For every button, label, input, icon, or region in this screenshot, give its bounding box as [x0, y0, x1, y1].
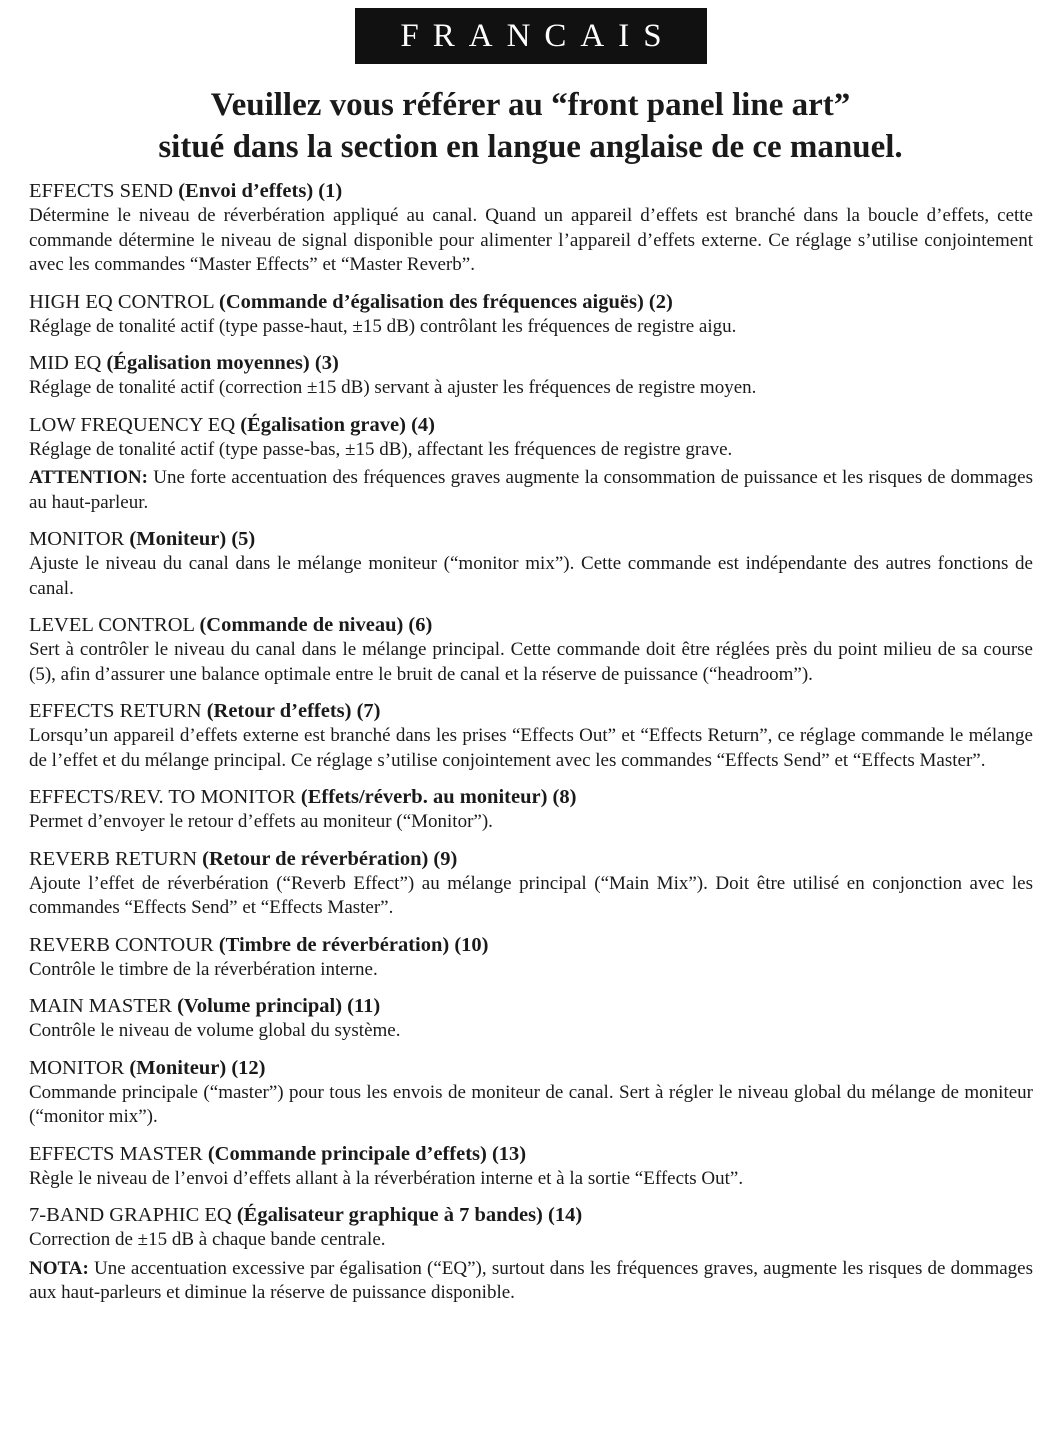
section-body: Lorsqu’un appareil d’effets externe est branché dans les prises “Effects Out” et “Effects Return”, ce réglage commande le mélange de l’effet et du mélange principal. Ce réglage s’utilise conjointement avec les commandes “Effects Send” et “Effects Master”.	[29, 725, 1033, 771]
note-text: Une forte accentuation des fréquences graves augmente la consommation de puissance et les risques de dommages au haut-parleur.	[29, 467, 1034, 513]
section-body: Contrôle le niveau de volume global du système.	[29, 1020, 401, 1041]
section-title	[29, 784, 1033, 810]
section-reverb-return	[29, 846, 1033, 921]
section-title	[29, 526, 1033, 552]
section-reverb-contour	[29, 932, 1033, 983]
section-title	[29, 178, 1033, 204]
sections-list	[29, 178, 1033, 1317]
section-title	[29, 846, 1033, 872]
note-label: ATTENTION:	[29, 467, 148, 488]
section-title-en: 7-BAND GRAPHIC EQ	[29, 1204, 232, 1226]
section-title-fr: (Commande d’égalisation des fréquences aiguës) (2)	[219, 290, 673, 313]
section-monitor-5	[29, 526, 1033, 601]
section-body: Détermine le niveau de réverbération appliqué au canal. Quand un appareil d’effets est branché dans la boucle d’effets, cette commande détermine le niveau de signal disponible pour alimenter l’appareil d’effets externe. Ce réglage s’utilise conjointement avec les commandes “Master Effects” et “Master Reverb”.	[29, 205, 1033, 275]
language-header	[355, 8, 707, 64]
section-effects-return	[29, 698, 1033, 773]
section-title-en: REVERB RETURN	[29, 847, 197, 870]
section-title-en: LOW FREQUENCY EQ	[29, 413, 236, 436]
language-header-title: FRANCAIS	[400, 17, 676, 54]
intro-line-1: Veuillez vous référer au “front panel line art”	[210, 87, 851, 123]
intro-line-2: situé dans la section en langue anglaise de ce manuel.	[158, 129, 903, 165]
section-title-fr: (Retour de réverbération) (9)	[202, 847, 458, 870]
section-title-fr: (Volume principal) (11)	[177, 995, 381, 1017]
section-body: Réglage de tonalité actif (type passe-bas, ±15 dB), affectant les fréquences de registre grave.	[29, 438, 733, 460]
section-title-en: MONITOR	[29, 528, 125, 550]
section-title-fr: (Égalisation grave) (4)	[240, 413, 435, 436]
section-title-fr: (Envoi d’effets) (1)	[178, 180, 343, 202]
intro-heading	[0, 84, 1061, 168]
section-effects-master	[29, 1141, 1033, 1192]
section-mid-eq	[29, 350, 1033, 401]
section-title-en: REVERB CONTOUR	[29, 933, 214, 956]
section-body: Ajoute l’effet de réverbération (“Reverb Effect”) au mélange principal (“Main Mix”). Doit être utilisé en conjonction avec les commandes “Effects Send” et “Effects Master”.	[29, 872, 1033, 918]
section-body: Correction de ±15 dB à chaque bande centrale.	[29, 1229, 386, 1250]
attention-note	[29, 466, 1033, 515]
section-title-en: HIGH EQ CONTROL	[29, 290, 214, 313]
section-body: Commande principale (“master”) pour tous les envois de moniteur de canal. Sert à régler le niveau global du mélange de moniteur (“monitor mix”).	[29, 1081, 1033, 1127]
section-title-fr: (Égalisateur graphique à 7 bandes) (14)	[236, 1204, 583, 1226]
section-title-en: MID EQ	[29, 352, 102, 374]
section-title-fr: (Moniteur) (5)	[129, 528, 256, 550]
section-title	[29, 1141, 1033, 1167]
section-title-en: EFFECTS/REV. TO MONITOR	[29, 786, 296, 808]
section-7-band-graphic-eq	[29, 1202, 1033, 1306]
section-body: Sert à contrôler le niveau du canal dans le mélange principal. Cette commande doit être réglées près du point milieu de sa course (5), afin d’assurer une balance optimale entre le bruit de canal et la réserve de puissance (“headroom”).	[29, 639, 1033, 685]
section-level-control	[29, 612, 1033, 687]
note-label: NOTA:	[29, 1257, 89, 1279]
section-title	[29, 1202, 1033, 1228]
section-title-fr: (Commande de niveau) (6)	[199, 614, 433, 636]
section-main-master	[29, 993, 1033, 1044]
section-high-eq-control	[29, 289, 1033, 340]
section-title-en: MAIN MASTER	[29, 995, 172, 1017]
section-low-frequency-eq	[29, 412, 1033, 516]
section-title-fr: (Commande principale d’effets) (13)	[207, 1142, 527, 1165]
section-title-en: EFFECTS MASTER	[29, 1142, 203, 1165]
section-title	[29, 412, 1033, 438]
section-body: Ajuste le niveau du canal dans le mélange moniteur (“monitor mix”). Cette commande est indépendante des autres fonctions de canal.	[29, 553, 1033, 599]
section-effects-send	[29, 178, 1033, 278]
section-title	[29, 612, 1033, 638]
section-title	[29, 932, 1033, 958]
section-body: Règle le niveau de l’envoi d’effets allant à la réverbération interne et à la sortie “Effects Out”.	[29, 1167, 744, 1189]
section-title-en: EFFECTS RETURN	[29, 700, 202, 722]
nota-note	[29, 1257, 1033, 1306]
section-title-fr: (Timbre de réverbération) (10)	[218, 933, 489, 956]
section-effects-rev-to-monitor	[29, 784, 1033, 835]
section-title	[29, 289, 1033, 315]
section-title	[29, 993, 1033, 1019]
section-body: Réglage de tonalité actif (correction ±15 dB) servant à ajuster les fréquences de registre moyen.	[29, 377, 757, 398]
section-title-en: EFFECTS SEND	[29, 180, 174, 202]
section-title-fr: (Moniteur) (12)	[129, 1056, 266, 1079]
section-title-fr: (Égalisation moyennes) (3)	[106, 352, 339, 374]
section-title-fr: (Effets/réverb. au moniteur) (8)	[300, 786, 577, 808]
note-text: Une accentuation excessive par égalisation (“EQ”), surtout dans les fréquences graves, augmente les risques de dommages aux haut-parleurs et diminue la réserve de puissance disponible.	[29, 1257, 1033, 1303]
section-title	[29, 1055, 1033, 1081]
section-body: Réglage de tonalité actif (type passe-haut, ±15 dB) contrôlant les fréquences de registre aigu.	[29, 315, 737, 337]
section-body: Contrôle le timbre de la réverbération interne.	[29, 958, 378, 980]
section-title	[29, 350, 1033, 376]
section-body: Permet d’envoyer le retour d’effets au moniteur (“Monitor”).	[29, 811, 493, 832]
section-title-en: LEVEL CONTROL	[29, 614, 195, 636]
section-title-fr: (Retour d’effets) (7)	[206, 700, 381, 722]
section-title	[29, 698, 1033, 724]
section-title-en: MONITOR	[29, 1056, 125, 1079]
section-monitor-12	[29, 1055, 1033, 1130]
